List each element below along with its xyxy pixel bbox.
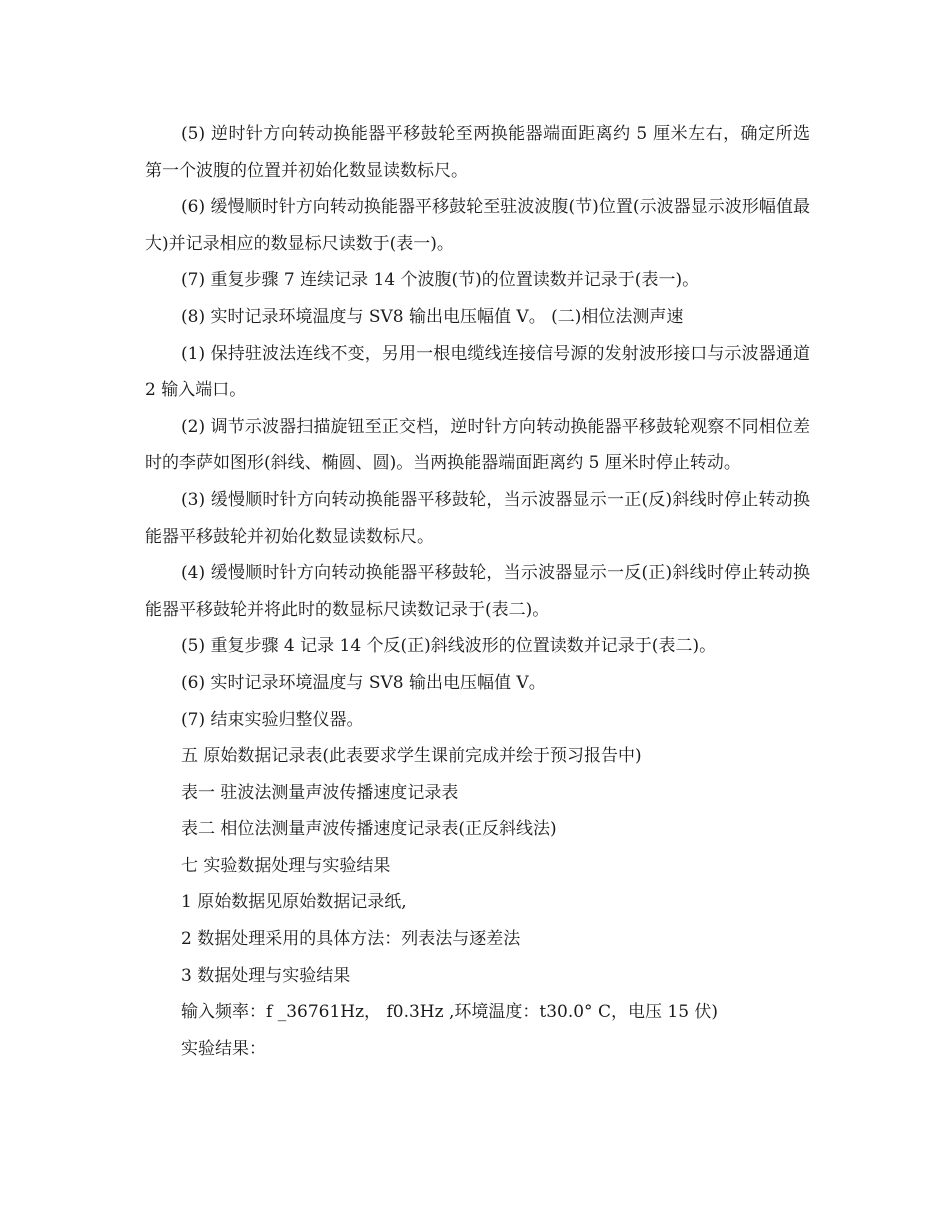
input-frequency-line: 输入频率：f _36761Hz， f0.3Hz ,环境温度：t30.0° C，电压 15 伏) <box>181 1002 719 1023</box>
paragraph-phase-step-5: (5) 重复步骤 4 记录 14 个反(正)斜线波形的位置读数并记录于(表二)。 <box>181 636 717 657</box>
section-heading-data-processing: 七 实验数据处理与实验结果 <box>181 855 391 876</box>
paragraph-phase-step-4: (4) 缓慢顺时针方向转动换能器平移鼓轮，当示波器显示一反(正)斜线时停止转动换能器平移鼓轮并将此时的数显标尺读数记录于(表二)。 <box>145 563 810 620</box>
paragraph-step-6-clockwise: (6) 缓慢顺时针方向转动换能器平移鼓轮至驻波波腹(节)位置(示波器显示波形幅值最大)并记录相应的数显标尺读数于(表一)。 <box>145 197 810 254</box>
section-heading-raw-data: 五 原始数据记录表(此表要求学生课前完成并绘于预习报告中) <box>181 746 642 767</box>
list-item-3: 3 数据处理与实验结果 <box>181 965 351 986</box>
results-label: 实验结果： <box>181 1038 266 1059</box>
paragraph-phase-step-1: (1) 保持驻波法连线不变，另用一根电缆线连接信号源的发射波形接口与示波器通道 2 输入端口。 <box>145 343 810 401</box>
paragraph-phase-step-7: (7) 结束实验归整仪器。 <box>181 709 364 730</box>
table-caption-2: 表二 相位法测量声波传播速度记录表(正反斜线法) <box>181 819 557 840</box>
paragraph-phase-step-6: (6) 实时记录环境温度与 SV8 输出电压幅值 V。 <box>181 672 546 693</box>
paragraph-step-7-repeat: (7) 重复步骤 7 连续记录 14 个波腹(节)的位置读数并记录于(表一)。 <box>181 270 700 291</box>
paragraph-phase-step-3: (3) 缓慢顺时针方向转动换能器平移鼓轮，当示波器显示一正(反)斜线时停止转动换能器平移鼓轮并初始化数显读数标尺。 <box>145 489 810 547</box>
document-body <box>145 116 810 1067</box>
list-item-2: 2 数据处理采用的具体方法：列表法与逐差法 <box>181 929 521 950</box>
table-caption-1: 表一 驻波法测量声波传播速度记录表 <box>181 782 459 803</box>
paragraph-step-8-record: (8) 实时记录环境温度与 SV8 输出电压幅值 V。 (二)相位法测声速 <box>181 306 684 327</box>
paragraph-phase-step-2: (2) 调节示波器扫描旋钮至正交档，逆时针方向转动换能器平移鼓轮观察不同相位差时的李萨如图形(斜线、椭圆、圆)。当两换能器端面距离约 5 厘米时停止转动。 <box>145 416 810 474</box>
list-item-1: 1 原始数据见原始数据记录纸, <box>181 892 407 913</box>
paragraph-step-5-counterclockwise: (5) 逆时针方向转动换能器平移鼓轮至两换能器端面距离约 5 厘米左右，确定所选第一个波腹的位置并初始化数显读数标尺。 <box>145 124 810 181</box>
